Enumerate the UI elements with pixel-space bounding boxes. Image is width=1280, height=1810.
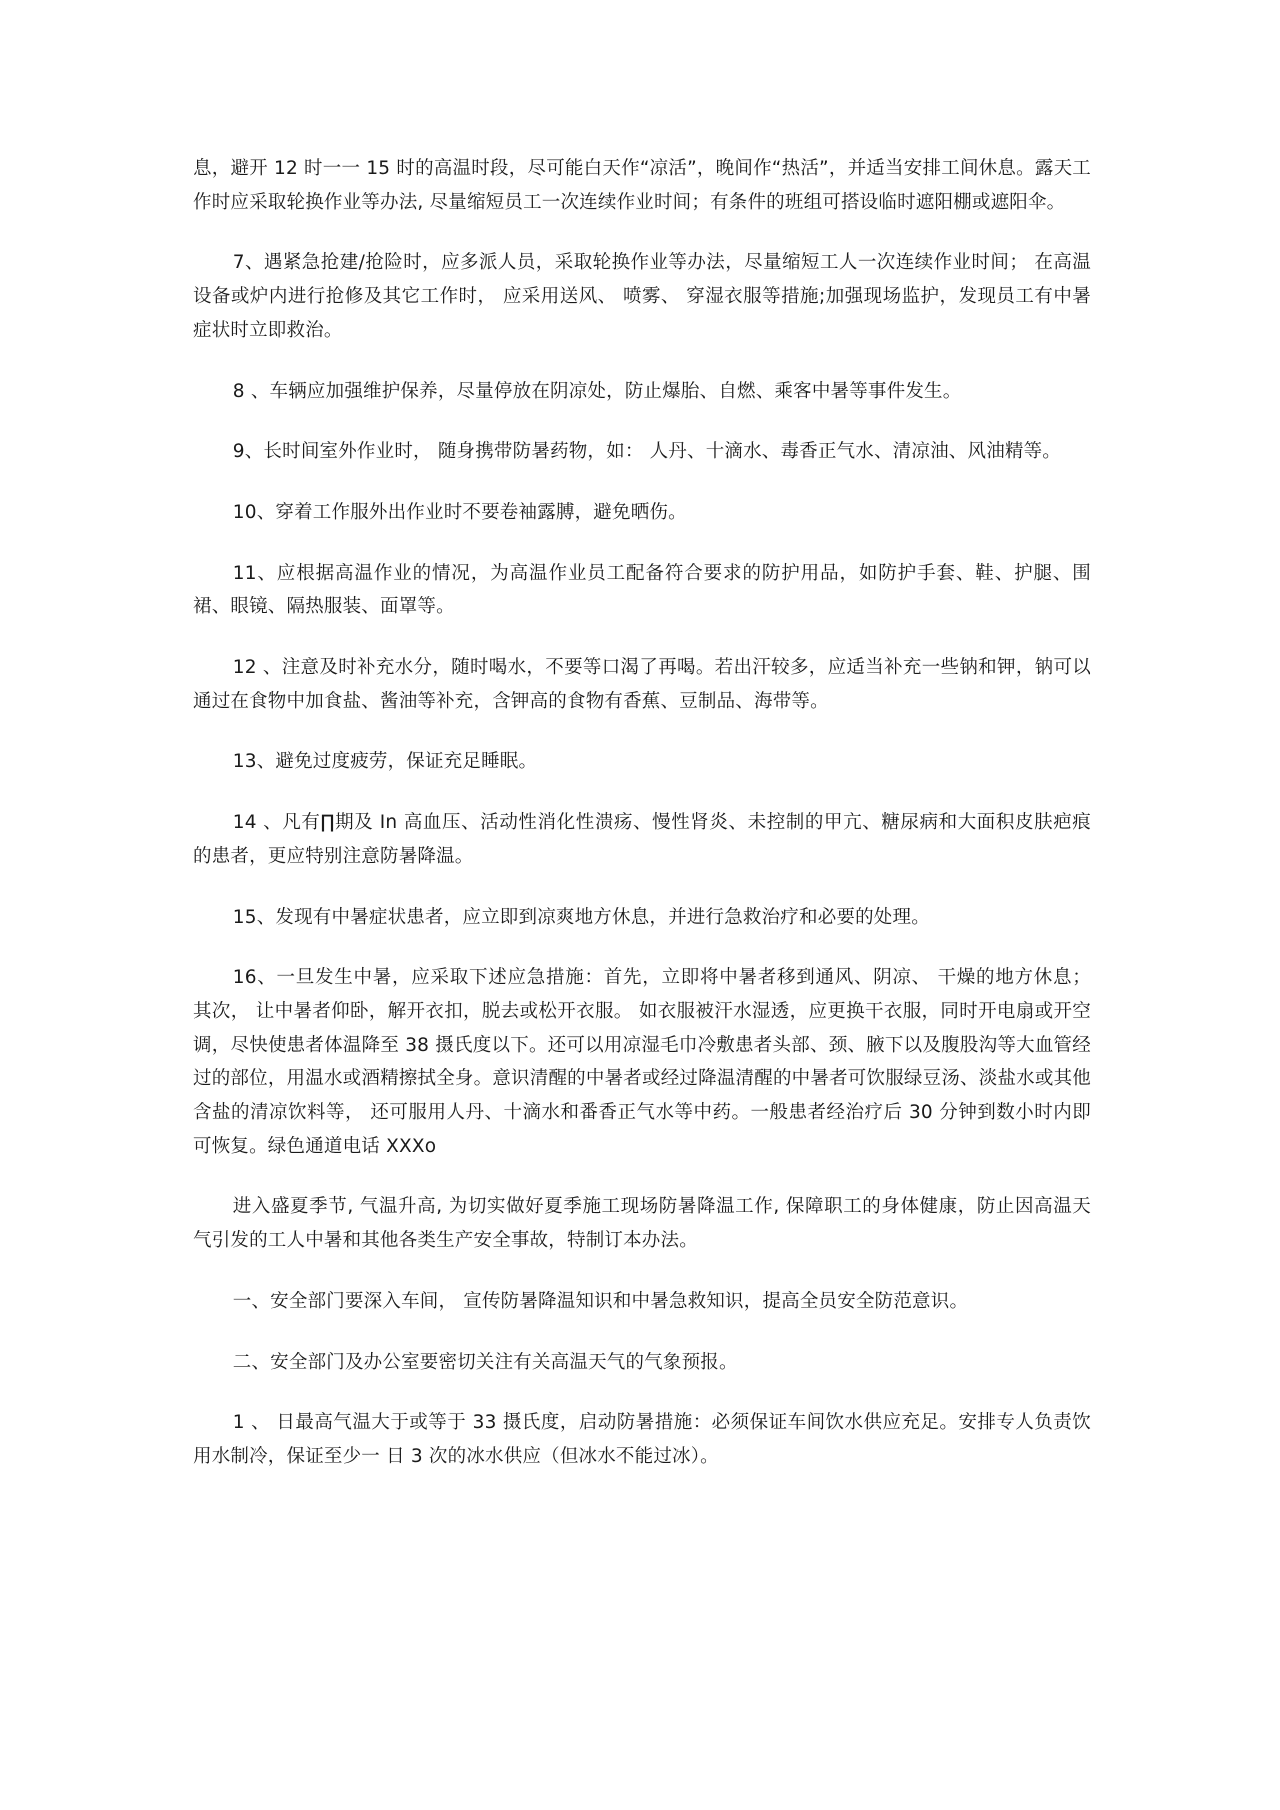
paragraph-item-13-rest: 13、避免过度疲劳，保证充足睡眠。 [232,751,538,773]
paragraph-section-two-item-1: 1 、 日最高气温大于或等于 33 摄氏度，启动防暑措施：必须保证车间饮水供应充足。安排专人负责饮用水制冷，保证至少一 日 3 次的冰水供应（但冰水不能过冰）。 [193,1412,1091,1467]
paragraph-intro: 进入盛夏季节, 气温升高, 为切实做好夏季施工现场防暑降温工作, 保障职工的身体健康，防止因高温天气引发的工人中暑和其他各类生产安全事故，特制订本办法。 [193,1196,1091,1252]
paragraph-item-16-first-aid: 16、一旦发生中暑，应采取下述应急措施：首先，立即将中暑者移到通风、阴凉、 干燥的地方休息； 其次， 让中暑者仰卧，解开衣扣，脱去或松开衣服。 如衣服被汗水湿透，应更换干衣服，同时开电扇或开空调，尽快使患者体温降至 38 摄氏度以下。还可以用凉湿毛巾冷敷患者头部、颈、腋下以及腹股沟等大血管经过的部位，用温水或酒精擦拭全身。意识清醒的中暑者或经过降温清醒的中暑者可饮服绿豆汤、淡盐水或其他含盐的清凉饮料等， 还可服用人丹、十滴水和番香正气水等中药。一般患者经治疗后 30 分钟到数小时内即可恢复。绿色通道电话 XXXo [193,967,1091,1157]
paragraph-item-10-workwear: 10、穿着工作服外出作业时不要卷袖露膊，避免晒伤。 [232,501,687,523]
paragraph-continued-rest-schedule: 息，避开 12 时一一 15 时的高温时段，尽可能白天作“凉活”，晚间作“热活”，并适当安排工间休息。露天工作时应采取轮换作业等办法, 尽量缩短员工一次连续作业时间；有条件的班组可搭设临时遮阳棚或遮阳伞。 [193,158,1091,213]
paragraph-item-15-symptoms: 15、发现有中暑症状患者，应立即到凉爽地方休息，并进行急救治疗和必要的处理。 [232,906,930,928]
paragraph-item-12-hydration: 12 、注意及时补充水分，随时喝水，不要等口渴了再喝。若出汗较多，应适当补充一些钠和钾，钠可以通过在食物中加食盐、酱油等补充，含钾高的食物有香蕉、豆制品、海带等。 [193,657,1091,712]
paragraph-item-14-patients: 14 、凡有∏期及 In 高血压、活动性消化性溃疡、慢性肾炎、未控制的甲亢、糖尿病和大面积皮肤疤痕的患者，更应特别注意防暑降温。 [193,812,1091,867]
paragraph-item-7-emergency-repair: 7、遇紧急抢建/抢险时，应多派人员，采取轮换作业等办法，尽量缩短工人一次连续作业时间； 在高温设备或炉内进行抢修及其它工作时， 应采用送风、 喷雾、 穿湿衣服等措施;加强现场监护，发现员工有中暑症状时立即救治。 [193,252,1091,341]
paragraph-section-two: 二、安全部门及办公室要密切关注有关高温天气的气象预报。 [232,1351,738,1373]
paragraph-item-8-vehicles: 8 、车辆应加强维护保养，尽量停放在阴凉处，防止爆胎、自燃、乘客中暑等事件发生。 [232,380,962,402]
paragraph-item-9-medicine: 9、长时间室外作业时， 随身携带防暑药物，如： 人丹、十滴水、毒香正气水、清凉油、风油精等。 [232,441,1062,463]
paragraph-item-11-protective-gear: 11、应根据高温作业的情况，为高温作业员工配备符合要求的防护用品，如防护手套、鞋、护腿、围裙、眼镜、隔热服装、面罩等。 [193,562,1091,618]
paragraph-section-one: 一、安全部门要深入车间， 宣传防暑降温知识和中暑急救知识，提高全员安全防范意识。 [232,1290,969,1312]
document-page [193,152,1091,1501]
